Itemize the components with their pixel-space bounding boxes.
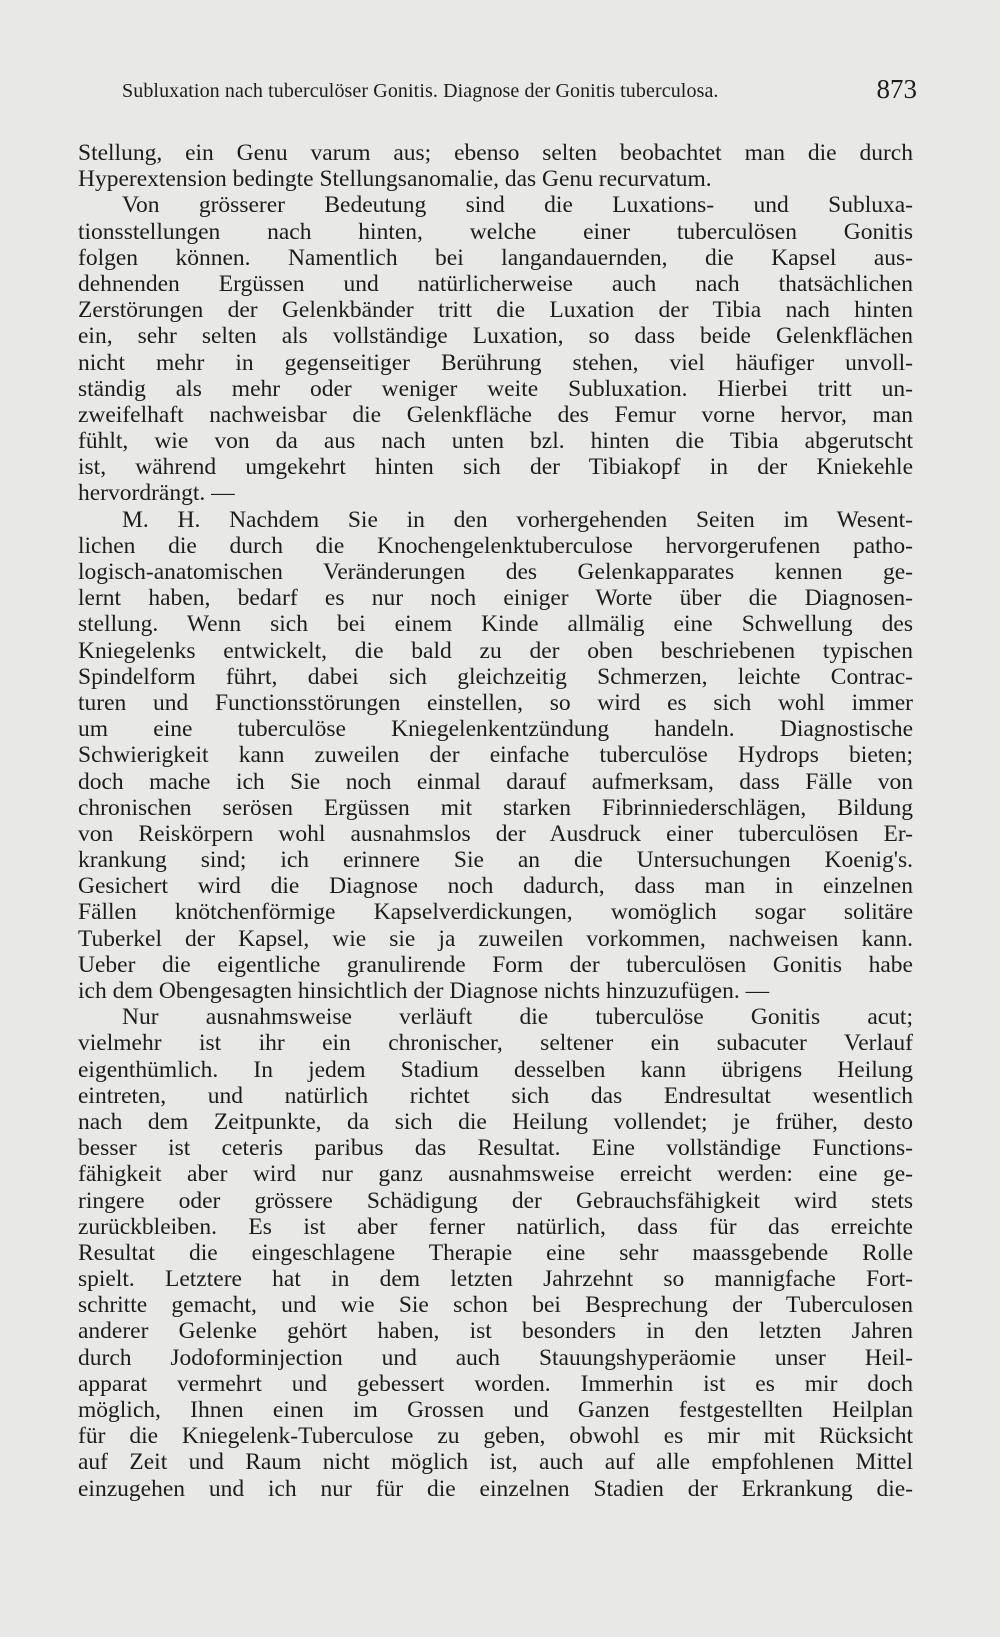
text-line: auf Zeit und Raum nicht möglich ist, auch auf alle empfohlenen Mittel: [78, 1449, 913, 1476]
text-line: eintreten, und natürlich richtet sich das Endresultat wesentlich: [78, 1082, 913, 1109]
text-line: dehnenden Ergüssen und natürlicherweise auch nach thatsächlichen: [78, 270, 913, 297]
text-line: Hyperextension bedingte Stellungsanomalie, das Genu recurvatum.: [78, 166, 712, 193]
text-line: Nur ausnahmsweise verläuft die tuberculöse Gonitis acut;: [122, 1004, 913, 1031]
text-line: krankung sind; ich erinnere Sie an die Untersuchungen Koenig's.: [78, 847, 913, 874]
text-line: eigenthümlich. In jedem Stadium desselben kann übrigens Heilung: [78, 1056, 913, 1083]
text-line: von Reiskörpern wohl ausnahmslos der Ausdruck einer tuberculösen Er-: [78, 820, 913, 847]
text-line: hervordrängt. —: [78, 480, 235, 507]
text-line: chronischen serösen Ergüssen mit starken Fibrinniederschlägen, Bildung: [78, 794, 913, 821]
text-line: nach dem Zeitpunkte, da sich die Heilung vollendet; je früher, desto: [78, 1108, 913, 1135]
text-line: doch mache ich Sie noch einmal darauf aufmerksam, dass Fälle von: [78, 768, 913, 795]
text-line: Gesichert wird die Diagnose noch dadurch, dass man in einzelnen: [78, 873, 913, 900]
text-line: Resultat die eingeschlagene Therapie eine sehr maassgebende Rolle: [78, 1239, 913, 1266]
text-line: ich dem Obengesagten hinsichtlich der Diagnose nichts hinzuzufügen. —: [78, 978, 770, 1004]
text-line: ständig als mehr oder weniger weite Subluxation. Hierbei tritt un-: [78, 375, 913, 402]
text-line: tionsstellungen nach hinten, welche einer tuberculösen Gonitis: [78, 218, 913, 245]
text-line: M. H. Nachdem Sie in den vorhergehenden Seiten im Wesent-: [122, 506, 913, 533]
text-line: fähigkeit aber wird nur ganz ausnahmsweise erreicht werden: eine ge-: [78, 1161, 913, 1188]
text-line: ist, während umgekehrt hinten sich der Tibiakopf in der Kniekehle: [78, 454, 913, 481]
text-line: für die Kniegelenk-Tuberculose zu geben, obwohl es mir mit Rücksicht: [78, 1423, 913, 1450]
text-line: folgen können. Namentlich bei langandauernden, die Kapsel aus-: [78, 244, 913, 271]
text-line: Zerstörungen der Gelenkbänder tritt die Luxation der Tibia nach hinten: [78, 297, 913, 324]
text-line: nicht mehr in gegenseitiger Berührung stehen, viel häufiger unvoll-: [78, 349, 913, 376]
text-line: spielt. Letztere hat in dem letzten Jahrzehnt so mannigfache Fort-: [78, 1266, 913, 1293]
text-line: Kniegelenks entwickelt, die bald zu der oben beschriebenen typischen: [78, 637, 913, 664]
text-line: logisch-anatomischen Veränderungen des Gelenkapparates kennen ge-: [78, 559, 913, 585]
text-line: möglich, Ihnen einen im Grossen und Ganzen festgestellten Heilplan: [78, 1397, 913, 1423]
running-head: [122, 74, 917, 108]
text-line: lichen die durch die Knochengelenktuberculose hervorgerufenen patho-: [78, 532, 913, 559]
text-line: einzugehen und ich nur für die einzelnen Stadien der Erkrankung die-: [78, 1475, 913, 1502]
text-line: Fällen knötchenförmige Kapselverdickungen, womöglich sogar solitäre: [78, 899, 913, 926]
text-line: lernt haben, bedarf es nur noch einiger Worte über die Diagnosen-: [78, 585, 913, 612]
running-head-title: Subluxation nach tuberculöser Gonitis. Diagnose der Gonitis tuberculosa.: [122, 80, 719, 102]
text-line: Tuberkel der Kapsel, wie sie ja zuweilen vorkommen, nachweisen kann.: [78, 925, 913, 952]
text-line: Schwierigkeit kann zuweilen der einfache tuberculöse Hydrops bieten;: [78, 742, 913, 769]
text-line: zurückbleiben. Es ist aber ferner natürlich, dass für das erreichte: [78, 1213, 913, 1240]
text-line: besser ist ceteris paribus das Resultat. Eine vollständige Functions-: [78, 1135, 913, 1162]
text-line: zweifelhaft nachweisbar die Gelenkfläche des Femur vorne hervor, man: [78, 401, 913, 428]
text-line: Stellung, ein Genu varum aus; ebenso selten beobachtet man die durch: [78, 140, 913, 166]
text-line: Spindelform führt, dabei sich gleichzeitig Schmerzen, leichte Contrac-: [78, 663, 913, 690]
text-line: vielmehr ist ihr ein chronischer, seltener ein subacuter Verlauf: [78, 1030, 913, 1057]
text-line: schritte gemacht, und wie Sie schon bei Besprechung der Tuberculosen: [78, 1292, 913, 1319]
text-line: durch Jodoforminjection und auch Stauungshyperäomie unser Heil-: [78, 1344, 913, 1371]
text-line: apparat vermehrt und gebessert worden. Immerhin ist es mir doch: [78, 1370, 913, 1397]
text-line: ringere oder grössere Schädigung der Gebrauchsfähigkeit wird stets: [78, 1187, 913, 1214]
text-line: turen und Functionsstörungen einstellen, so wird es sich wohl immer: [78, 689, 913, 716]
body-text: [78, 140, 913, 1502]
text-line: Ueber die eigentliche granulirende Form der tuberculösen Gonitis habe: [78, 951, 913, 978]
text-line: fühlt, wie von da aus nach unten bzl. hinten die Tibia abgerutscht: [78, 428, 913, 455]
text-line: ein, sehr selten als vollständige Luxation, so dass beide Gelenkflächen: [78, 323, 913, 350]
page-number: 873: [876, 74, 917, 104]
text-line: stellung. Wenn sich bei einem Kinde allmälig eine Schwellung des: [78, 611, 913, 638]
text-line: Von grösserer Bedeutung sind die Luxations- und Subluxa-: [122, 192, 913, 219]
text-line: anderer Gelenke gehört haben, ist besonders in den letzten Jahren: [78, 1318, 913, 1345]
text-line: um eine tuberculöse Kniegelenkentzündung handeln. Diagnostische: [78, 716, 913, 743]
